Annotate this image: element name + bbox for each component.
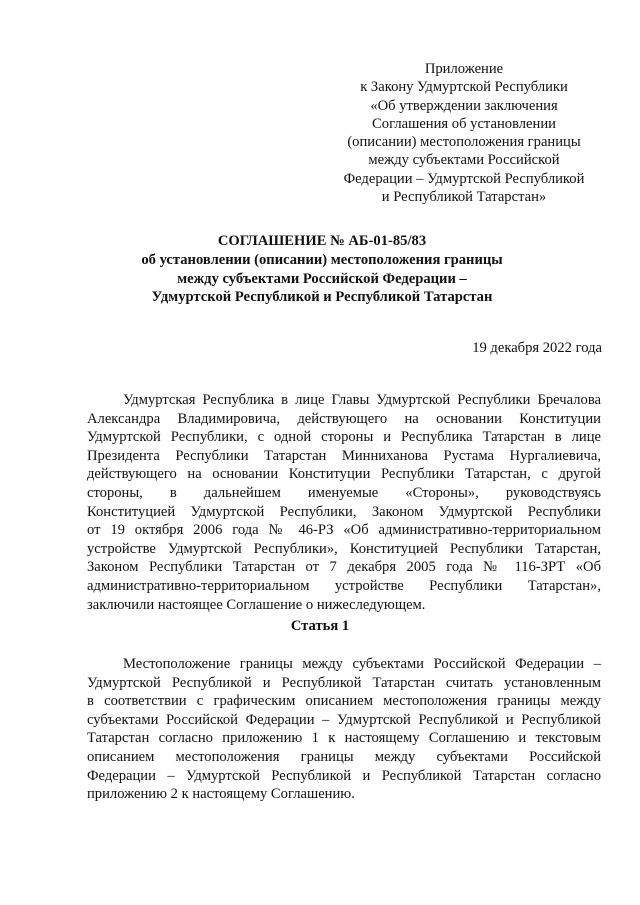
- paragraph-line: Александра Владимировича, действующего на основании Конституции: [87, 410, 601, 427]
- title-line: Удмуртской Республикой и Республикой Татарстан: [151, 289, 493, 306]
- title-line: между субъектами Российской Федерации –: [177, 270, 467, 287]
- agreement-title: [80, 232, 564, 307]
- appendix-line: Приложение: [424, 61, 504, 77]
- paragraph-line: от 19 октября 2006 года № 46-РЗ «Об административно-территориальном: [87, 522, 601, 539]
- paragraph-line: Президента Республики Татарстан Минниханова Рустама Нургалиевича,: [87, 447, 601, 464]
- appendix-line: и Республикой Татарстан»: [381, 189, 547, 206]
- preamble-paragraph: [87, 391, 601, 614]
- paragraph-line: приложению 2 к настоящему Соглашению.: [87, 786, 355, 803]
- article-1-paragraph: [87, 655, 601, 804]
- paragraph-line: Татарстан согласно приложению 1 к настоящему Соглашению и текстовым: [87, 730, 601, 747]
- title-line: об установлении (описании) местоположения границы: [141, 251, 503, 268]
- article-heading: Статья 1: [290, 618, 350, 634]
- title-line: СОГЛАШЕНИЕ № АБ-01-85/83: [217, 233, 427, 249]
- paragraph-line: Удмуртской Республикой и Республикой Татарстан считать установленным: [87, 674, 601, 691]
- paragraph-line: стороны, в дальнейшем именуемые «Стороны», руководствуясь: [87, 484, 601, 501]
- paragraph-line: административно-территориальном устройстве Республики Татарстан»,: [87, 577, 601, 594]
- paragraph-line: Конституцией Удмуртской Республики, Законом Удмуртской Республики: [87, 503, 601, 520]
- paragraph-line: Законом Республики Татарстан от 7 декабря 2005 года № 116-ЗРТ «Об: [87, 559, 601, 576]
- paragraph-line: в соответствии с графическим описанием местоположения границы между: [87, 693, 601, 710]
- paragraph-line: описанием местоположения границы между субъектами Российской: [87, 748, 601, 765]
- paragraph-line: субъектами Российской Федерации – Удмуртской Республикой и Республикой: [87, 711, 601, 728]
- appendix-line: Соглашения об установлении: [372, 115, 556, 132]
- appendix-line: (описании) местоположения границы: [347, 134, 581, 151]
- paragraph-line: заключили настоящее Соглашение о нижеследующем.: [87, 596, 426, 613]
- appendix-note: [330, 60, 598, 206]
- appendix-line: между субъектами Российской: [368, 152, 560, 169]
- appendix-line: «Об утверждении заключения: [370, 97, 558, 114]
- paragraph-line: Удмуртская Республика в лице Главы Удмуртской Республики Бречалова: [123, 392, 601, 408]
- paragraph-line: устройстве Удмуртской Республики», Конституцией Республики Татарстан,: [87, 540, 601, 557]
- agreement-date: 19 декабря 2022 года: [472, 340, 602, 356]
- appendix-line: к Закону Удмуртской Республики: [360, 79, 568, 96]
- paragraph-line: Местоположение границы между субъектами Российской Федерации –: [123, 656, 601, 672]
- paragraph-line: Удмуртской Республики, с одной стороны и Республика Татарстан в лице: [87, 429, 601, 446]
- paragraph-line: действующего на основании Конституции Республики Татарстан, с другой: [87, 466, 601, 483]
- paragraph-line: Федерации – Удмуртской Республикой и Республикой Татарстан согласно: [87, 767, 601, 784]
- appendix-line: Федерации – Удмуртской Республикой: [343, 170, 585, 187]
